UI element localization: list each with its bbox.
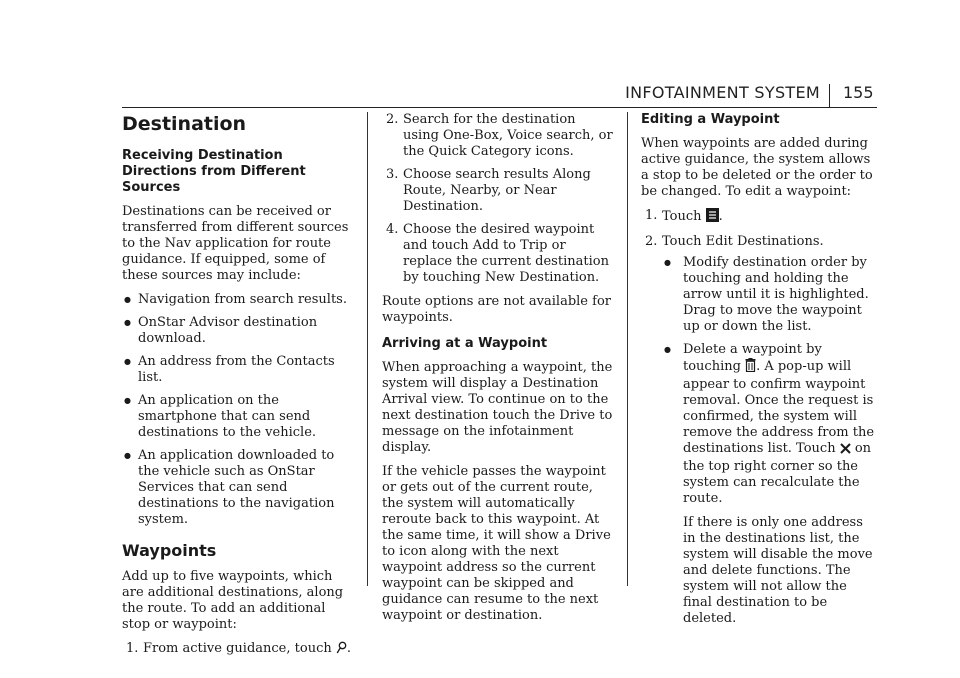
step-text: Touch xyxy=(662,209,702,224)
list-item: ● OnStar Advisor destination download. xyxy=(122,315,352,347)
step-number: 2. xyxy=(386,112,399,127)
delete-text-a: Delete a waypoint by touching xyxy=(683,342,822,374)
column-3 xyxy=(641,112,877,635)
list-item: ● An address from the Contacts list. xyxy=(122,354,352,386)
edit-waypoint-steps xyxy=(641,208,877,627)
list-item: ● Modify destination order by touching and holding the arrow until it is highlighted. Drag to move the waypoint up or down the list. xyxy=(662,255,877,335)
pin-icon xyxy=(336,641,347,659)
column-divider-2 xyxy=(627,112,628,586)
close-icon xyxy=(840,443,851,459)
delete-text-c: on the top right corner so the system can recalculate the route. xyxy=(683,441,872,506)
header-divider xyxy=(829,84,830,107)
arriving-paragraph-2: If the vehicle passes the waypoint or gets out of the current route, the system will automatically reroute back to this waypoint. At the same time, it will show a Drive to icon along with the next waypoint address so the current waypoint can be skipped and guidance can resume to the next waypoint or destination. xyxy=(382,464,611,623)
step-4 xyxy=(382,222,614,286)
add-waypoint-steps-continued xyxy=(382,112,614,286)
section-title: INFOTAINMENT SYSTEM xyxy=(625,83,820,102)
editing-heading: Editing a Waypoint xyxy=(641,112,780,127)
arriving-heading: Arriving at a Waypoint xyxy=(382,336,548,351)
editing-intro: When waypoints are added during active guidance, the system allows a stop to be deleted or the order to be changed. To edit a waypoint: xyxy=(641,136,873,199)
step-end: . xyxy=(346,641,351,656)
page-title: Destination xyxy=(122,113,247,135)
trash-icon xyxy=(745,358,756,377)
step-2 xyxy=(641,234,877,627)
header-rule xyxy=(122,107,877,108)
sources-list xyxy=(122,292,352,528)
page-header xyxy=(0,80,960,110)
step-text: Choose search results Along Route, Nearby, or Near Destination. xyxy=(403,167,591,214)
edit-options-list xyxy=(662,255,877,627)
step-text: Search for the destination using One-Box, Voice search, or the Quick Category icons. xyxy=(403,112,613,159)
column-1 xyxy=(122,112,352,667)
step-number: 1. xyxy=(645,208,658,223)
list-item: ● An application on the smartphone that can send destinations to the vehicle. xyxy=(122,393,352,441)
step-1 xyxy=(641,208,877,227)
step-text: Choose the desired waypoint and touch Add to Trip or replace the current destination by touching New Destination. xyxy=(403,222,609,285)
step-number: 1. xyxy=(126,641,139,656)
step-number: 2. xyxy=(645,234,658,249)
column-2 xyxy=(382,112,614,632)
waypoints-heading: Waypoints xyxy=(122,541,217,560)
receiving-heading: Receiving Destination Directions from Different Sources xyxy=(122,148,306,195)
list-item: ● Navigation from search results. xyxy=(122,292,352,308)
add-waypoint-steps xyxy=(122,641,352,659)
step-1 xyxy=(122,641,352,659)
step-end: . xyxy=(718,209,723,224)
page-number: 155 xyxy=(843,83,874,102)
arriving-paragraph-1: When approaching a waypoint, the system will display a Destination Arrival view. To continue on to the next destination touch the Drive to message on the infotainment display. xyxy=(382,360,613,455)
step-number: 4. xyxy=(386,222,399,237)
step-2 xyxy=(382,112,614,160)
step-3 xyxy=(382,167,614,215)
step-text: Touch Edit Destinations. xyxy=(662,234,824,249)
list-item xyxy=(662,342,877,627)
step-text: From active guidance, touch xyxy=(143,641,332,656)
receiving-intro: Destinations can be received or transferred from different sources to the Nav application for route guidance. If equipped, some of these sources may include: xyxy=(122,204,349,283)
waypoints-intro: Add up to five waypoints, which are additional destinations, along the route. To add an additional stop or waypoint: xyxy=(122,569,344,632)
route-options-note: Route options are not available for waypoints. xyxy=(382,294,611,325)
step-number: 3. xyxy=(386,167,399,182)
single-address-note: If there is only one address in the destinations list, the system will disable the move and delete functions. The system will not allow the final destination to be deleted. xyxy=(683,515,873,626)
delete-text-b: . A pop-up will appear to confirm waypoint removal. Once the request is confirmed, the system will remove the address from the destinations list. Touch xyxy=(683,359,875,456)
waypoint-list-icon xyxy=(706,208,719,227)
list-item: ● An application downloaded to the vehicle such as OnStar Services that can send destinations to the navigation system. xyxy=(122,448,352,528)
column-divider-1 xyxy=(367,112,368,586)
